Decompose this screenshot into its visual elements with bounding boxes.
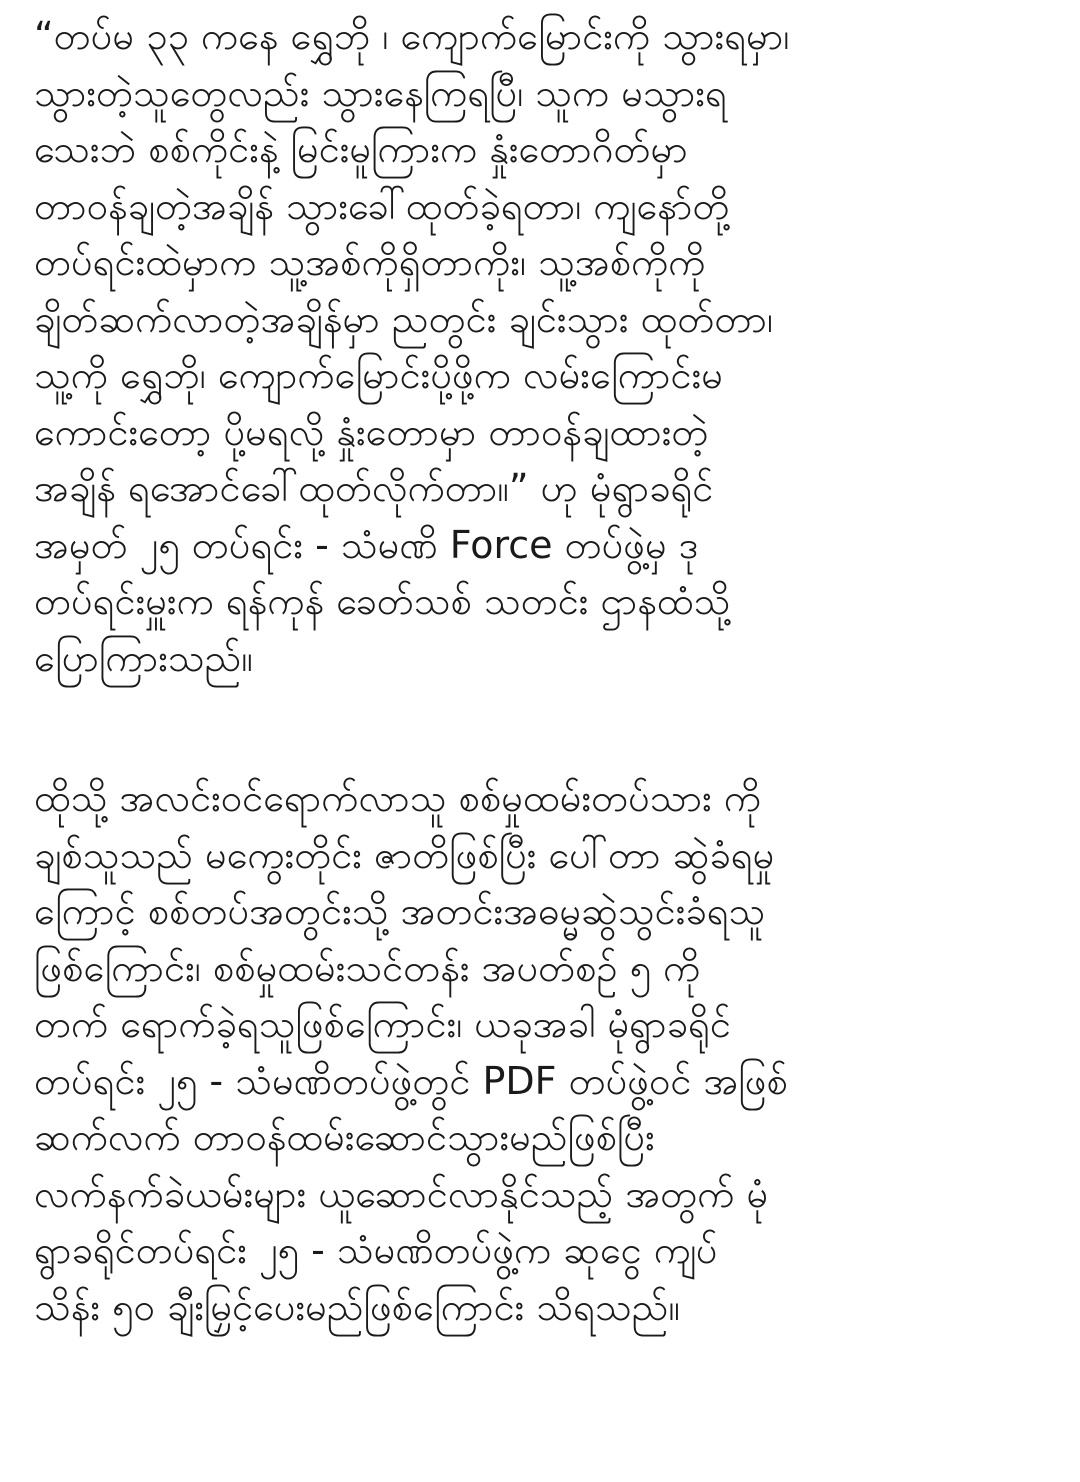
paragraph-line: တပ်ရင်းထဲမှာက သူ့အစ်ကိုရှိတာကိုး၊ သူ့အစ်ကိုကို xyxy=(34,240,706,284)
paragraph-line: တက် ရောက်ခဲ့ရသူဖြစ်ကြောင်း၊ ယခုအခါ မုံရွာခရိုင် xyxy=(34,1002,731,1046)
paragraph-line: ချိတ်ဆက်လာတဲ့အချိန်မှာ ညတွင်း ချင်းသွား ထုတ်တာ၊ xyxy=(34,296,774,341)
paragraph-spacer xyxy=(34,686,1046,770)
paragraph-line: သိန်း ၅၀ ချီးမြှင့်ပေးမည်ဖြစ်ကြောင်း သိရသည်။ xyxy=(34,1284,680,1329)
paragraph-line: ကောင်းတော့ ပို့မရလို့ နှုံးတောမှာ တာဝန်ချထားတဲ့ xyxy=(34,409,709,454)
paragraph-line: တပ်ရင်း ၂၅ - သံမဏိတပ်ဖွဲ့တွင် PDF တပ်ဖွဲ့ဝင် အဖြစ် xyxy=(34,1058,788,1103)
paragraph-line: သွားတဲ့သူတွေလည်း သွားနေကြရပြီ၊ သူက မသွားရ xyxy=(34,70,727,115)
paragraph-line: “တပ်မ ၃၃ ကနေ ရွှေဘို ၊ ကျောက်မြောင်းကို သွားရမှာ၊ xyxy=(34,14,790,58)
paragraph-line: ဖြစ်ကြောင်း၊ စစ်မှုထမ်းသင်တန်း အပတ်စဉ် ၅ ကို xyxy=(34,945,701,990)
paragraph-line: ရွာခရိုင်တပ်ရင်း ၂၅ - သံမဏိတပ်ဖွဲ့က ဆုငွေ ကျပ် xyxy=(34,1228,718,1272)
paragraph-line: အမှတ် ၂၅ တပ်ရင်း - သံမဏိ Force တပ်ဖွဲ့မှ ဒု xyxy=(34,522,699,567)
paragraph-line: အချိန် ရအောင်ခေါ်ထုတ်လိုက်တာ။” ဟု မုံရွာခရိုင် xyxy=(34,466,714,510)
paragraph-line: ထိုသို့ အလင်းဝင်ရောက်လာသူ စစ်မှုထမ်းတပ်သား ကို xyxy=(34,776,762,820)
article-paragraph-quote xyxy=(34,8,1046,686)
paragraph-line: ကြောင့် စစ်တပ်အတွင်းသို့ အတင်းအဓမ္မဆွဲသွင်းခံရသူ xyxy=(34,889,766,933)
paragraph-line: သေးဘဲ စစ်ကိုင်းနဲ့ မြင်းမူကြားက နှုံးတောဂိတ်မှာ xyxy=(34,127,688,171)
paragraph-line: ချစ်သူသည် မကွေးတိုင်း ဇာတိဖြစ်ပြီး ပေါ်တာ ဆွဲခံရမှု xyxy=(34,832,775,877)
paragraph-line: တာဝန်ချတဲ့အချိန် သွားခေါ်ထုတ်ခဲ့ရတာ၊ ကျနော်တို့ xyxy=(34,183,730,228)
paragraph-line: ပြောကြားသည်။ xyxy=(34,635,253,680)
paragraph-line: သူ့ကို ရွှေဘို၊ ကျောက်မြောင်းပို့ဖို့က လမ်းကြောင်းမ xyxy=(34,353,723,397)
paragraph-line: ဆက်လက် တာဝန်ထမ်းဆောင်သွားမည်ဖြစ်ပြီး xyxy=(34,1115,655,1159)
paragraph-line: တပ်ရင်းမှူးက ရန်ကုန် ခေတ်သစ် သတင်း ဌာနထံသို့ xyxy=(34,579,731,623)
paragraph-line: လက်နက်ခဲယမ်းများ ယူဆောင်လာနိုင်သည့် အတွက် မုံ xyxy=(34,1171,769,1216)
article-paragraph-body xyxy=(34,770,1046,1335)
